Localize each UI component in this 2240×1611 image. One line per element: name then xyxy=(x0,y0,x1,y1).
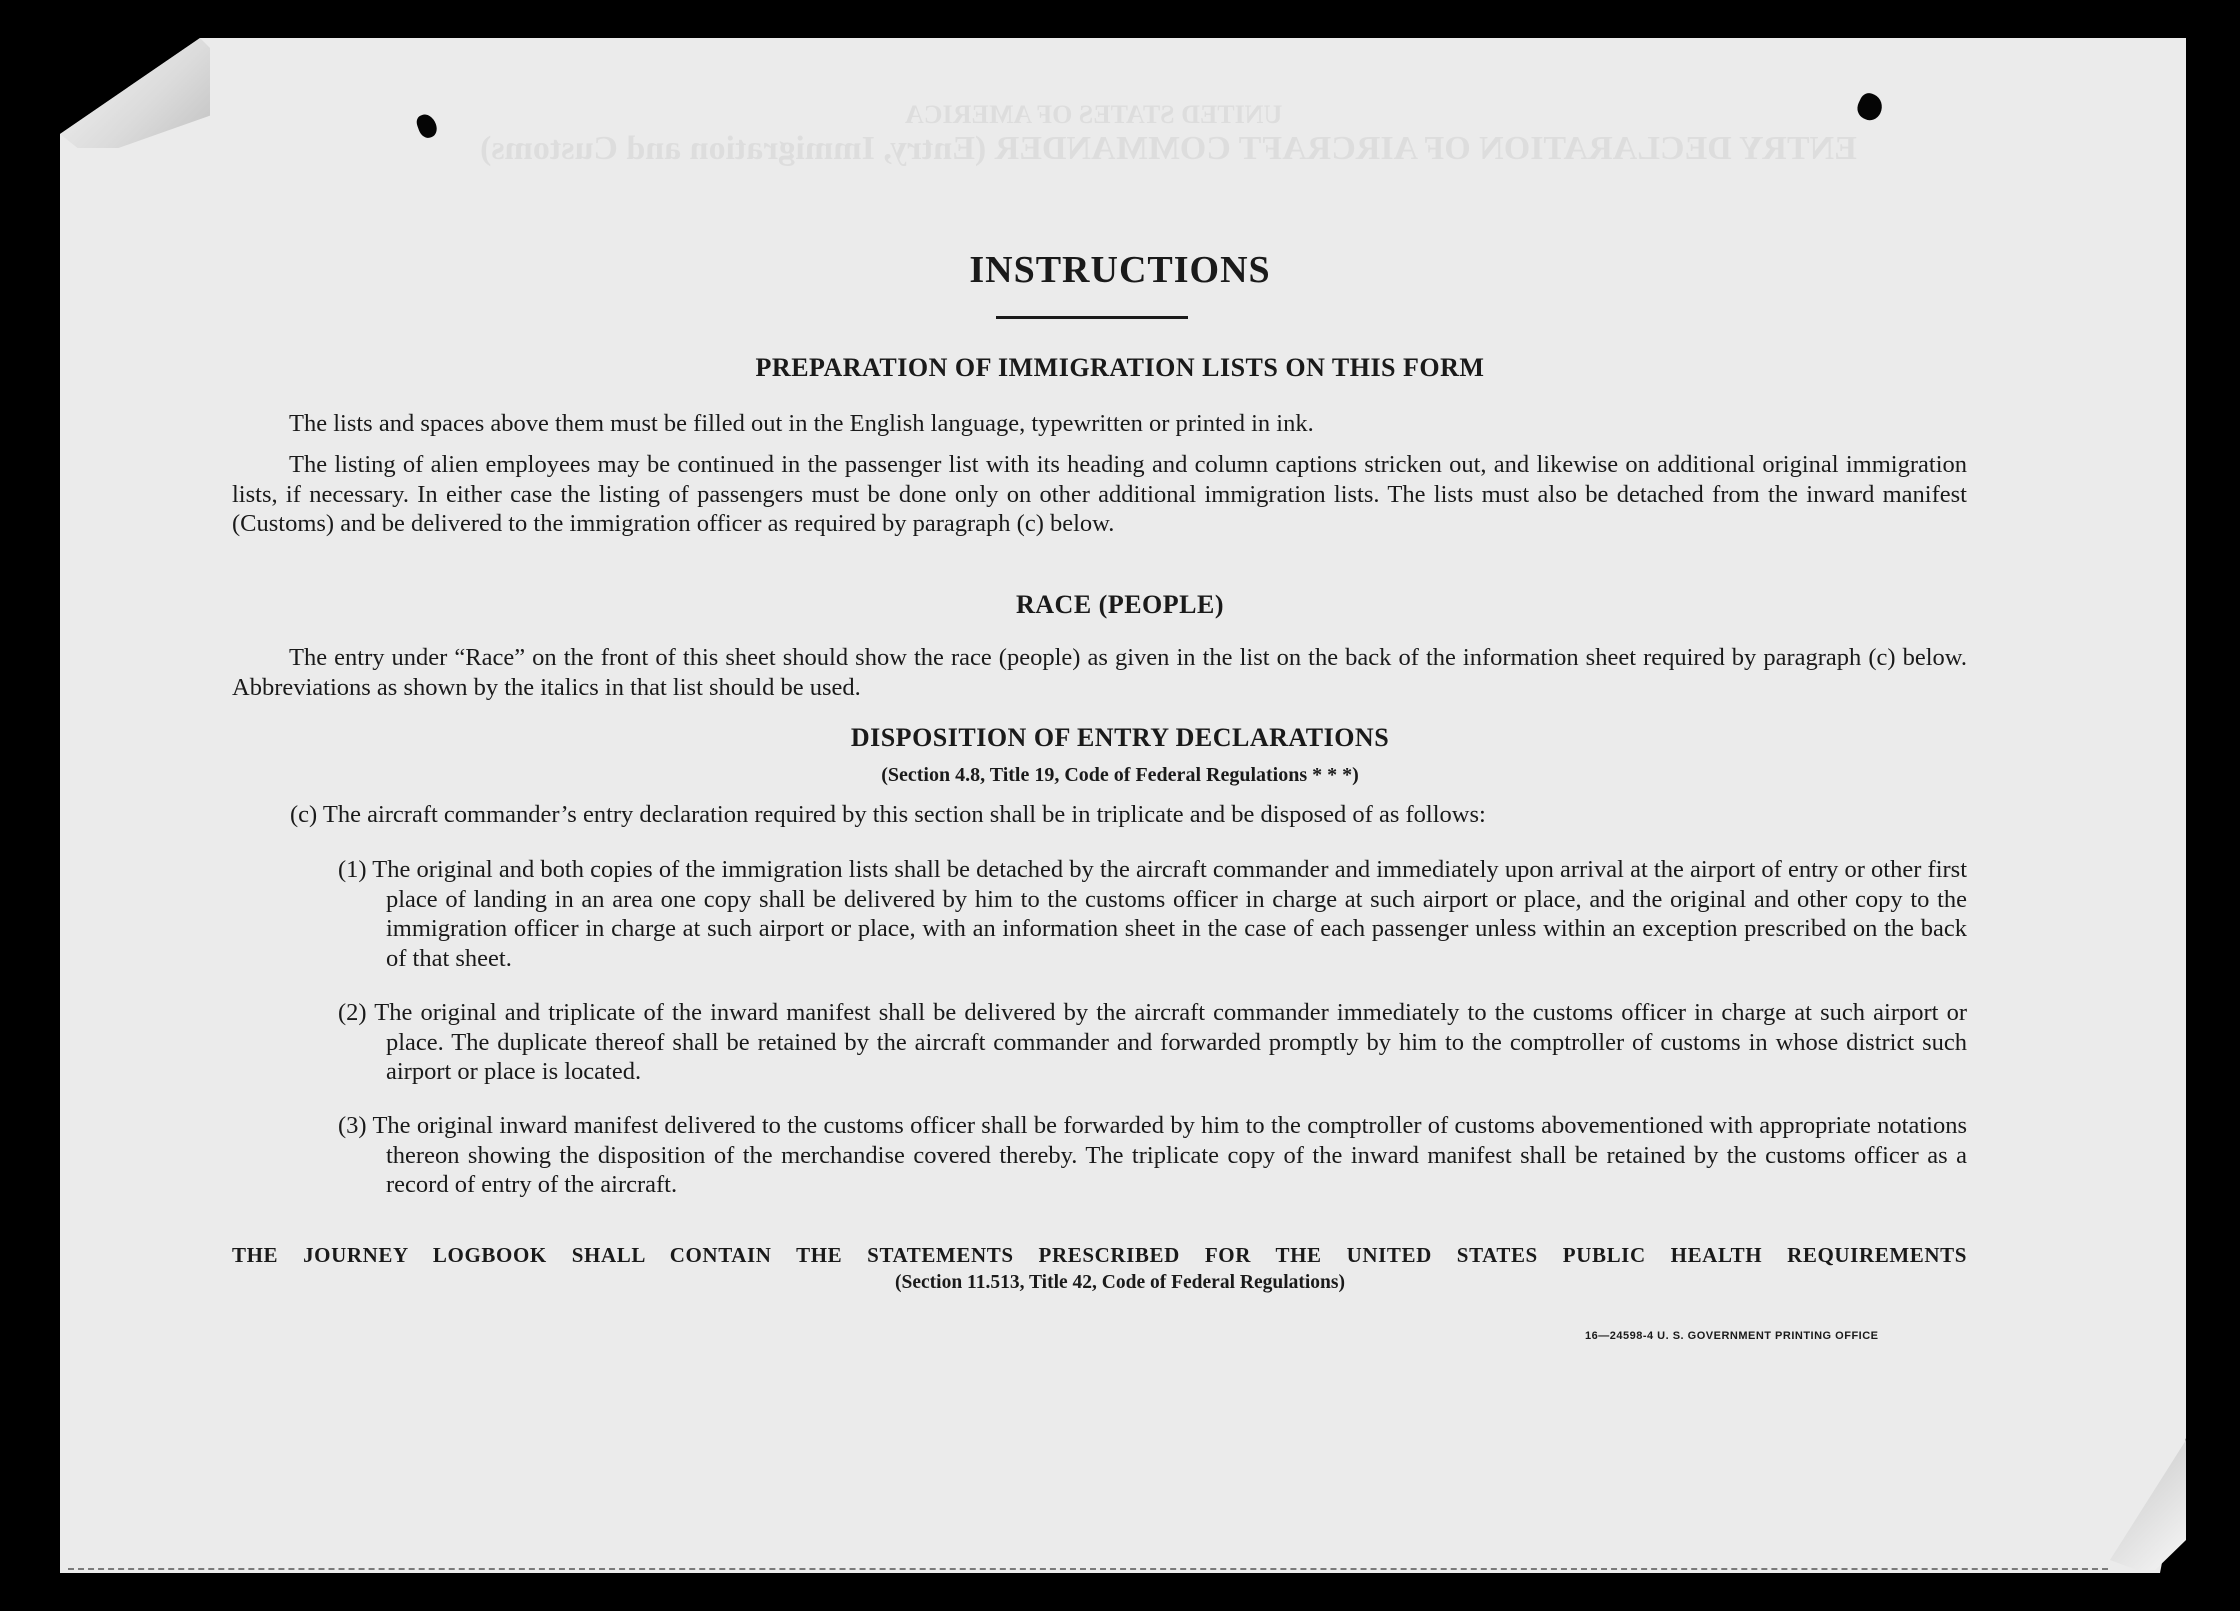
bleed-through-line-1: UNITED STATES OF AMERICA xyxy=(905,100,1283,129)
disposition-item-3: (3) The original inward manifest delivered to the customs officer shall be forwarded by him to the comptroller of customs abovementioned with appropriate notations thereon showing the disposition of the merchandise covered thereby. The triplicate copy of the inward manifest shall be retained by the customs officer as a record of entry of the aircraft. xyxy=(338,1112,1967,1198)
preparation-paragraph-2: The listing of alien employees may be continued in the passenger list with its heading and column captions stricken out, and likewise on additional original immigration lists, if necessary. In either case the listing of passengers must be done only on other additional immigration lists. The lists must also be detached from the inward manifest (Customs) and be delivered to the immigration officer as required by paragraph (c) below. xyxy=(232,451,1967,537)
printing-office-code: 16—24598-4 U. S. GOVERNMENT PRINTING OFFICE xyxy=(1585,1330,1879,1342)
footer-statement: THE JOURNEY LOGBOOK SHALL CONTAIN THE STATEMENTS PRESCRIBED FOR THE UNITED STATES PUBLIC HEALTH REQUIREMENTS xyxy=(232,1243,1967,1267)
disposition-item-2: (2) The original and triplicate of the inward manifest shall be delivered by the aircraft commander immediately to the customs officer in charge at such airport or place. The duplicate thereof shall be retained by the aircraft commander and forwarded promptly by him to the comptroller of customs in whose district such airport or place is located. xyxy=(338,999,1967,1085)
heading-preparation: PREPARATION OF IMMIGRATION LISTS ON THIS FORM xyxy=(755,353,1485,382)
disposition-intro: (c) The aircraft commander’s entry declaration required by this section shall be in triplicate and be disposed of as follows: xyxy=(290,801,1486,828)
perforation-line xyxy=(68,1568,2108,1570)
disposition-citation: (Section 4.8, Title 19, Code of Federal Regulations * * *) xyxy=(881,764,1359,786)
heading-race: RACE (PEOPLE) xyxy=(1016,590,1224,619)
footer-citation: (Section 11.513, Title 42, Code of Federal Regulations) xyxy=(895,1272,1345,1293)
race-paragraph: The entry under “Race” on the front of this sheet should show the race (people) as given in the list on the back of the information sheet required by paragraph (c) below. Abbreviations as shown by the italics in that list should be used. xyxy=(232,644,1967,701)
heading-disposition: DISPOSITION OF ENTRY DECLARATIONS xyxy=(850,723,1390,752)
page-title: INSTRUCTIONS xyxy=(969,249,1271,291)
title-rule xyxy=(996,316,1188,319)
preparation-paragraph-1: The lists and spaces above them must be filled out in the English language, typewritten or printed in ink. xyxy=(289,410,1314,437)
bleed-through-line-2: ENTRY DECLARATION OF AIRCRAFT COMMANDER (Entry, Immigration and Customs) xyxy=(480,130,1857,167)
disposition-item-1: (1) The original and both copies of the immigration lists shall be detached by the aircraft commander and immediately upon arrival at the airport of entry or other first place of landing in an area one copy shall be delivered by him to the customs officer in charge at such airport or place, and the original and other copy to the immigration officer in charge at such airport or place, with an information sheet in the case of each passenger unless within an exception prescribed on the back of that sheet. xyxy=(338,856,1967,972)
